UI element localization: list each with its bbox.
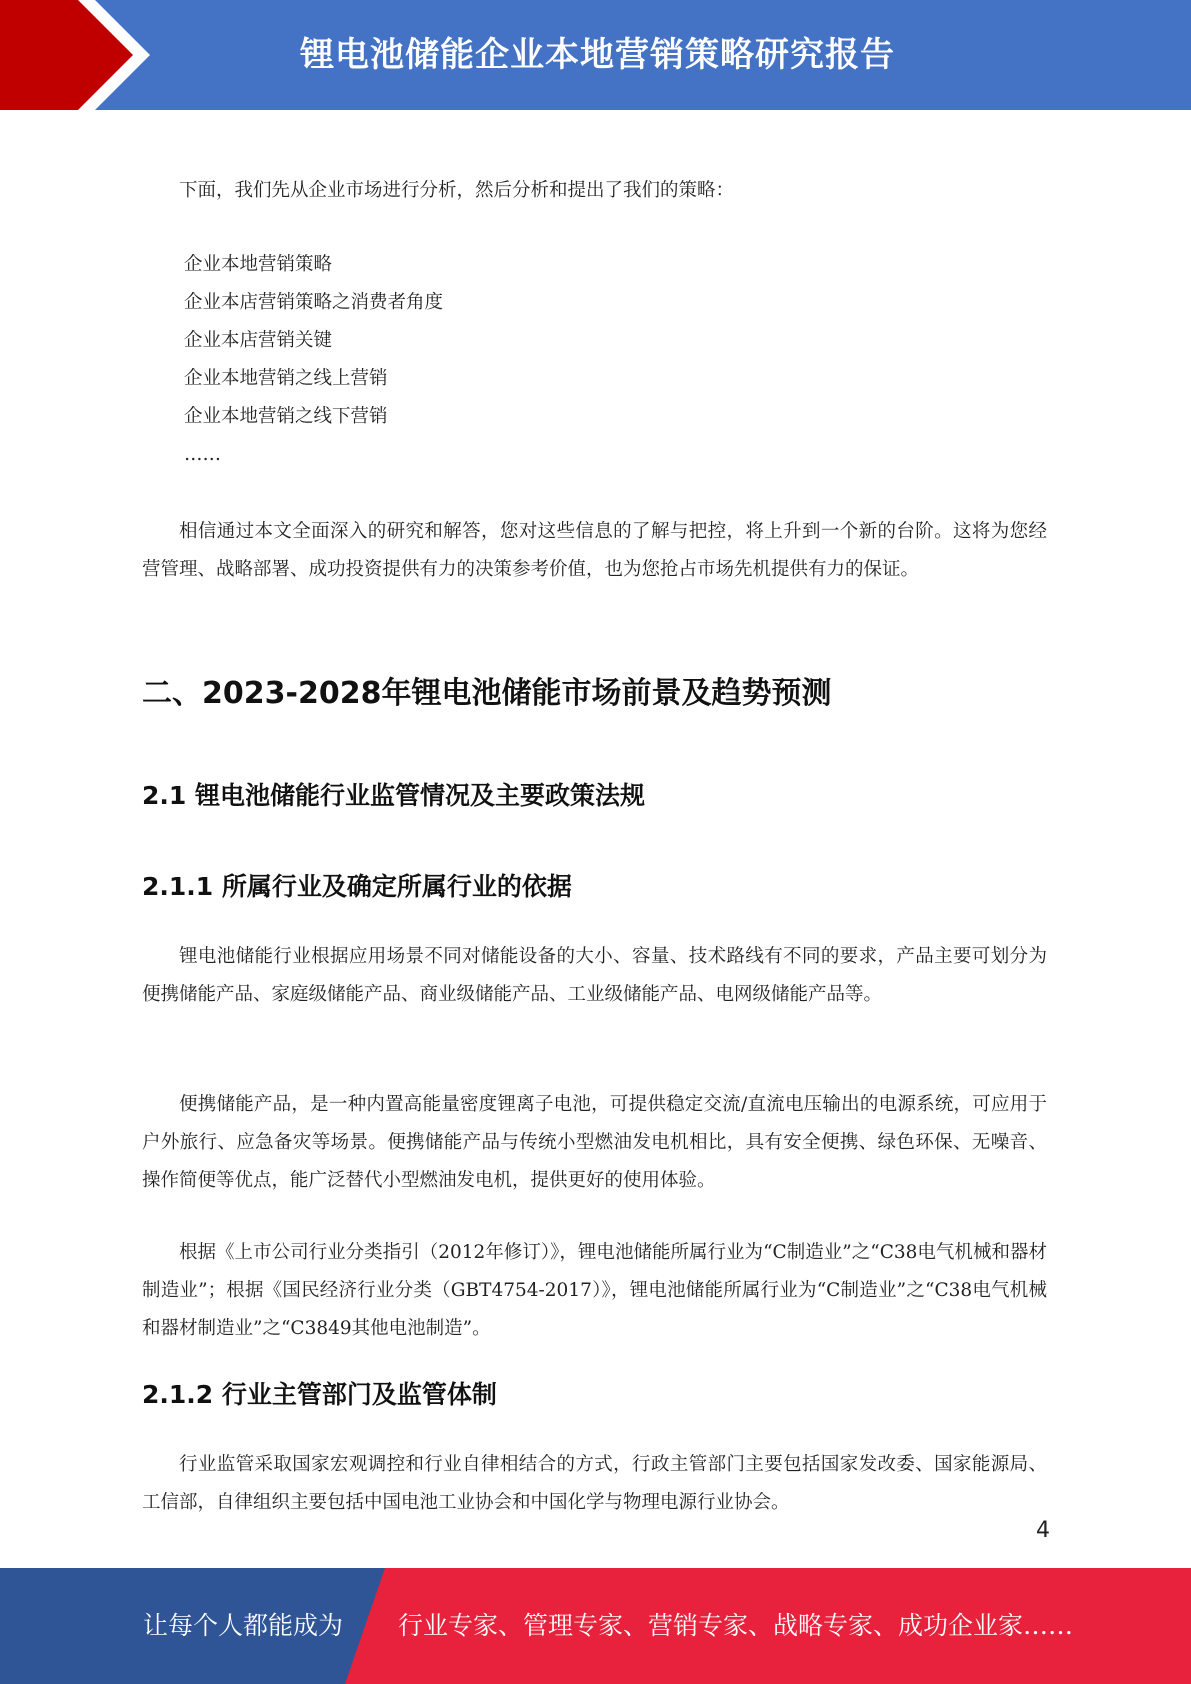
strategy-list bbox=[184, 246, 443, 474]
footer-slogan-right: 行业专家、管理专家、营销专家、战略专家、成功企业家…… bbox=[398, 1611, 1074, 1640]
list-item: 企业本地营销之线下营销 bbox=[184, 406, 388, 427]
paragraph-portable-storage: 便携储能产品，是一种内置高能量密度锂离子电池，可提供稳定交流/直流电压输出的电源系统，可应用于户外旅行、应急备灾等场景。便携储能产品与传统小型燃油发电机相比，具有安全便携、绿色环保、无噪音、操作简便等优点，能广泛替代小型燃油发电机，提供更好的使用体验。 bbox=[142, 1094, 1047, 1191]
paragraph-industry-classification: 根据《上市公司行业分类指引（2012年修订）》，锂电池储能所属行业为“C制造业”之“C38电气机械和器材制造业”；根据《国民经济行业分类（GBT4754-2017）》，锂电池储能所属行业为“C制造业”之“C38电气机械和器材制造业”之“C3849其他电池制造”。 bbox=[142, 1242, 1047, 1339]
intro-paragraph: 下面，我们先从企业市场进行分析，然后分析和提出了我们的策略： bbox=[179, 180, 735, 201]
list-item: 企业本地营销之线上营销 bbox=[184, 368, 388, 389]
section-2-heading: 二、2023-2028年锂电池储能市场前景及趋势预测 bbox=[142, 676, 832, 711]
section-2-1-heading: 2.1 锂电池储能行业监管情况及主要政策法规 bbox=[142, 781, 645, 810]
page-number: 4 bbox=[1036, 1518, 1050, 1543]
list-item: …… bbox=[184, 444, 221, 465]
report-title: 锂电池储能企业本地营销策略研究报告 bbox=[300, 35, 895, 75]
page-footer bbox=[0, 1568, 1191, 1684]
section-2-1-1-heading: 2.1.1 所属行业及确定所属行业的依据 bbox=[142, 872, 572, 901]
list-item: 企业本店营销策略之消费者角度 bbox=[184, 292, 444, 313]
closing-paragraph: 相信通过本文全面深入的研究和解答，您对这些信息的了解与把控，将上升到一个新的台阶。这将为您经营管理、战略部署、成功投资提供有力的决策参考价值，也为您抢占市场先机提供有力的保证。 bbox=[142, 521, 1047, 580]
footer-slogan-left: 让每个人都能成为 bbox=[143, 1611, 344, 1640]
section-2-1-2-heading: 2.1.2 行业主管部门及监管体制 bbox=[142, 1380, 497, 1409]
list-item: 企业本店营销关键 bbox=[184, 330, 333, 351]
list-item: 企业本地营销策略 bbox=[184, 254, 333, 275]
paragraph-regulatory-system: 行业监管采取国家宏观调控和行业自律相结合的方式，行政主管部门主要包括国家发改委、国家能源局、工信部，自律组织主要包括中国电池工业协会和中国化学与物理电源行业协会。 bbox=[142, 1454, 1047, 1513]
header-red-arrow bbox=[0, 0, 133, 110]
paragraph-product-categories: 锂电池储能行业根据应用场景不同对储能设备的大小、容量、技术路线有不同的要求，产品主要可划分为便携储能产品、家庭级储能产品、商业级储能产品、工业级储能产品、电网级储能产品等。 bbox=[142, 946, 1047, 1005]
page-header bbox=[0, 0, 1191, 110]
